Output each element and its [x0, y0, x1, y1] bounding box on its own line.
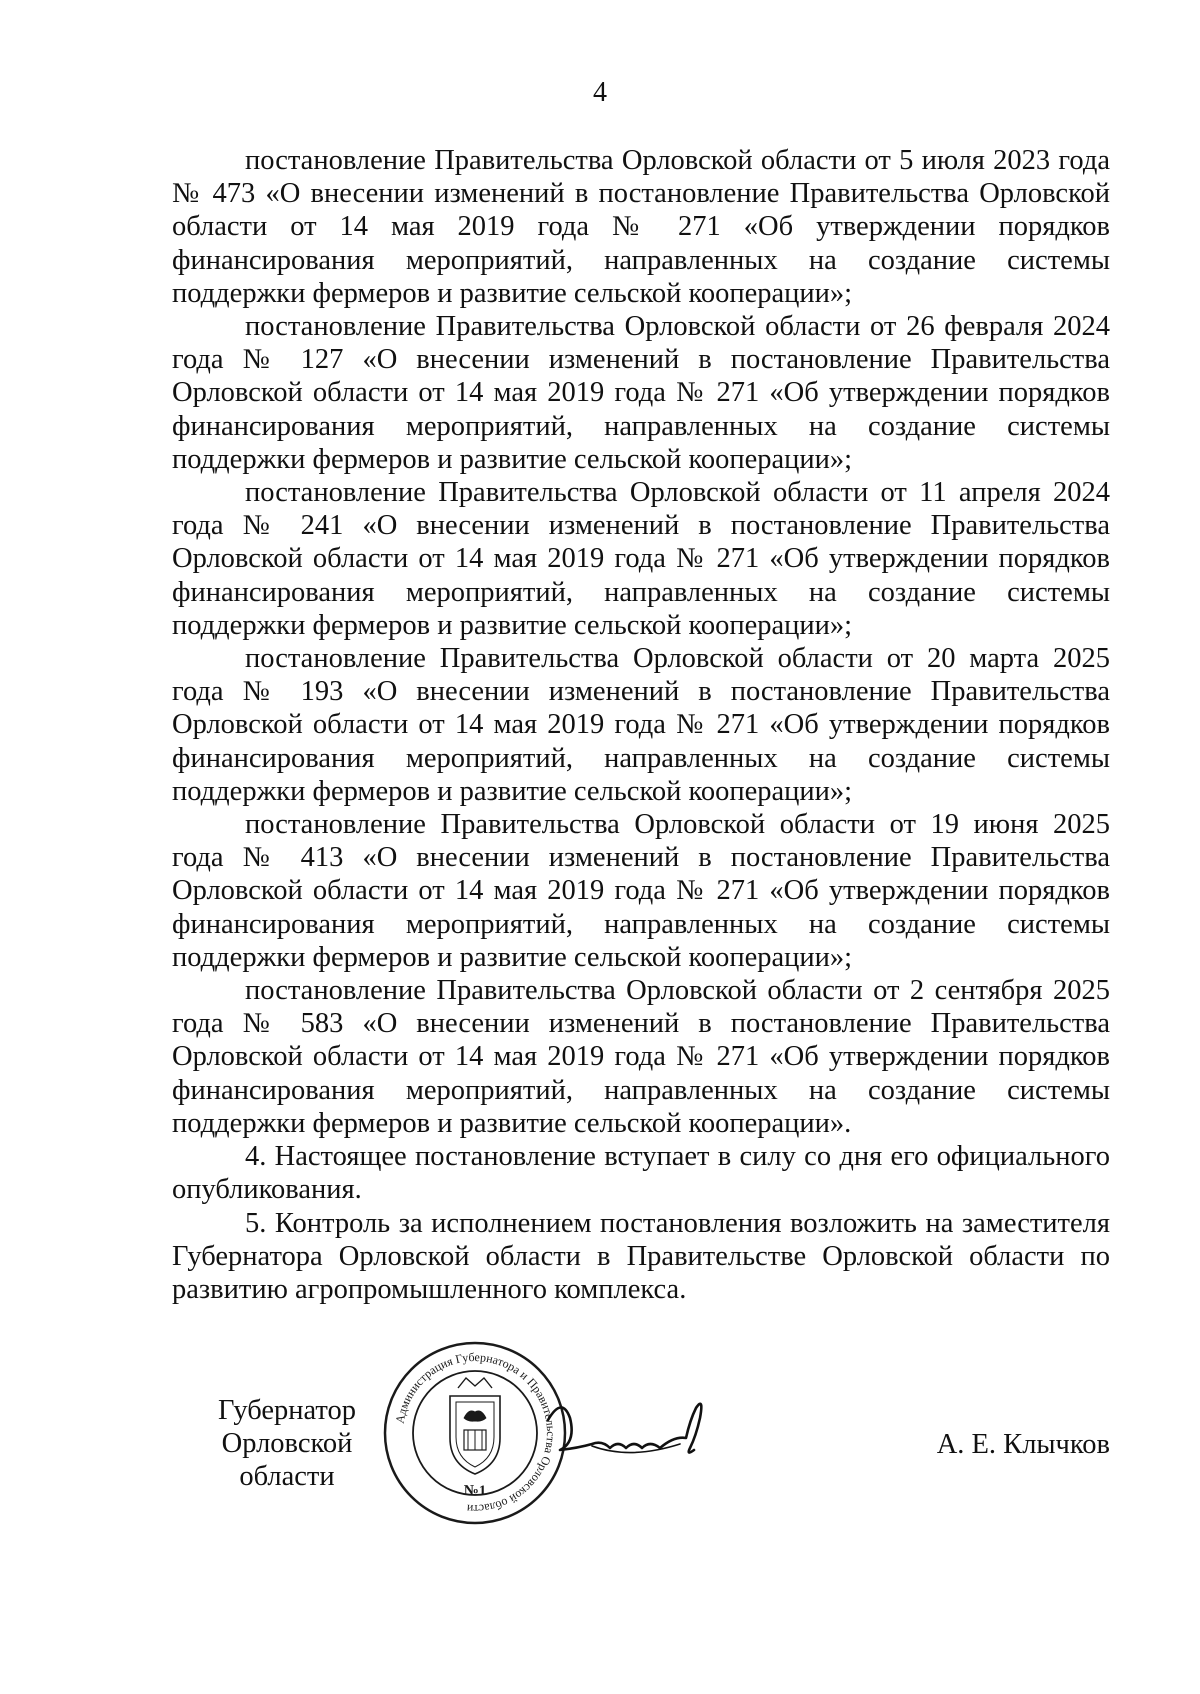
paragraph-resolution-2025-583: постановление Правительства Орловской области от 2 сентября 2025 года № 583 «О внесении изменений в постановление Правительства Орловской области от 14 мая 2019 года № 271 «Об утверждении порядков финансирования мероприятий, направленных на создание системы поддержки фермеров и развитие сельской кооперации».: [172, 975, 1110, 1139]
document-body: [172, 144, 1110, 1306]
signature-block: [0, 1350, 1200, 1550]
seal-arc-text: Администрация Губернатора и Правительства Орловской области: [392, 1349, 559, 1517]
page-number: 4: [593, 77, 607, 108]
coat-of-arms-icon: [450, 1378, 500, 1474]
paragraph-resolution-2024-127: постановление Правительства Орловской области от 26 февраля 2024 года № 127 «О внесении изменений в постановление Правительства Орловской области от 14 мая 2019 года № 271 «Об утверждении порядков финансирования мероприятий, направленных на создание системы поддержки фермеров и развитие сельской кооперации»;: [172, 311, 1110, 475]
paragraph-resolution-2024-241: постановление Правительства Орловской области от 11 апреля 2024 года № 241 «О внесении изменений в постановление Правительства Орловской области от 14 мая 2019 года № 271 «Об утверждении порядков финансирования мероприятий, направленных на создание системы поддержки фермеров и развитие сельской кооперации»;: [172, 477, 1110, 641]
paragraph-control: 5. Контроль за исполнением постановления возложить на заместителя Губернатора Орловской области в Правительстве Орловской области по развитию агропромышленного комплекса.: [172, 1207, 1110, 1305]
signatory-title-line2: Орловской области: [221, 1428, 353, 1493]
paragraph-resolution-2025-413: постановление Правительства Орловской области от 19 июня 2025 года № 413 «О внесении изменений в постановление Правительства Орловской области от 14 мая 2019 года № 271 «Об утверждении порядков финансирования мероприятий, направленных на создание системы поддержки фермеров и развитие сельской кооперации»;: [172, 809, 1110, 973]
signatory-title: [172, 1394, 402, 1494]
paragraph-effective-date: 4. Настоящее постановление вступает в силу со дня его официального опубликования.: [172, 1141, 1110, 1206]
handwritten-signature: [540, 1390, 740, 1480]
signatory-title-line1: Губернатор: [217, 1395, 357, 1426]
paragraph-resolution-2025-193: постановление Правительства Орловской области от 20 марта 2025 года № 193 «О внесении изменений в постановление Правительства Орловской области от 14 мая 2019 года № 271 «Об утверждении порядков финансирования мероприятий, направленных на создание системы поддержки фермеров и развитие сельской кооперации»;: [172, 643, 1110, 807]
paragraph-resolution-2023-473: постановление Правительства Орловской области от 5 июля 2023 года № 473 «О внесении изменений в постановление Правительства Орловской области от 14 мая 2019 года № 271 «Об утверждении порядков финансирования мероприятий, направленных на создание системы поддержки фермеров и развитие сельской кооперации»;: [172, 145, 1110, 309]
signatory-name: А. Е. Клычков: [936, 1429, 1110, 1460]
seal-number: №1: [463, 1483, 487, 1499]
signature-icon: [540, 1390, 740, 1480]
